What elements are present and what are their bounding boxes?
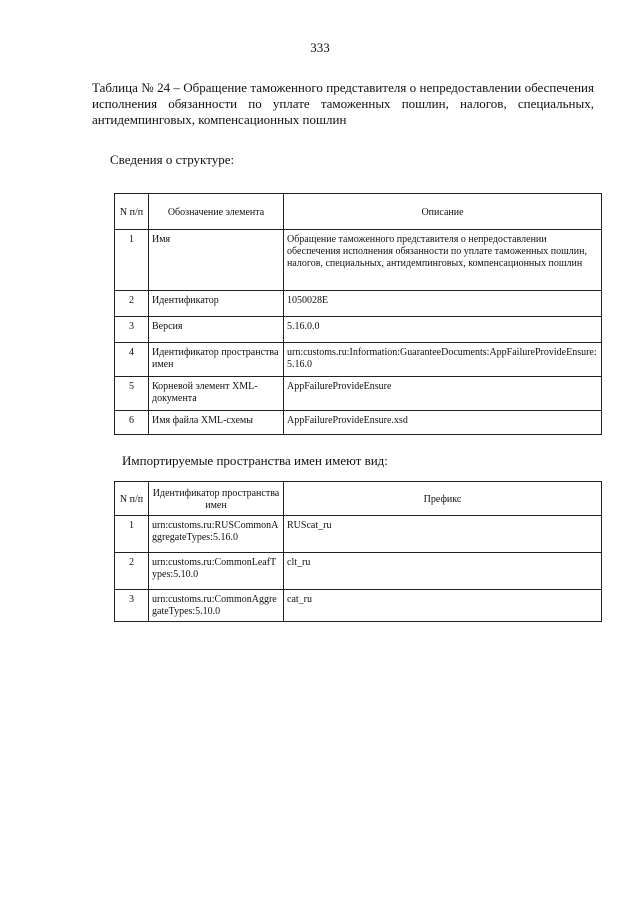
element-description: 1050028E xyxy=(284,291,602,317)
header-description: Описание xyxy=(284,194,602,230)
table-row xyxy=(115,516,602,553)
row-number: 1 xyxy=(115,516,149,553)
row-number: 1 xyxy=(115,230,149,291)
table-row xyxy=(115,377,602,411)
row-number: 4 xyxy=(115,343,149,377)
table-row xyxy=(115,590,602,622)
element-name: Версия xyxy=(149,317,284,343)
element-name: Идентификатор пространства имен xyxy=(149,343,284,377)
row-number: 5 xyxy=(115,377,149,411)
element-description: AppFailureProvideEnsure.xsd xyxy=(284,411,602,435)
namespace-id: urn:customs.ru:CommonAggregateTypes:5.10.0 xyxy=(149,590,284,622)
table-row xyxy=(115,291,602,317)
header-prefix: Префикс xyxy=(284,482,602,516)
structure-table xyxy=(114,193,602,435)
namespaces-table xyxy=(114,481,602,622)
element-name: Имя xyxy=(149,230,284,291)
table-row xyxy=(115,553,602,590)
namespace-id: urn:customs.ru:RUSCommonAggregateTypes:5.16.0 xyxy=(149,516,284,553)
row-number: 3 xyxy=(115,590,149,622)
row-number: 2 xyxy=(115,553,149,590)
element-description: urn:customs.ru:Information:GuaranteeDocuments:AppFailureProvideEnsure:5.16.0 xyxy=(284,343,602,377)
namespace-id: urn:customs.ru:CommonLeafTypes:5.10.0 xyxy=(149,553,284,590)
table-row xyxy=(115,230,602,291)
table-header-row xyxy=(115,194,602,230)
table-row xyxy=(115,343,602,377)
element-description: 5.16.0.0 xyxy=(284,317,602,343)
header-number: N п/п xyxy=(115,482,149,516)
namespace-prefix: clt_ru xyxy=(284,553,602,590)
namespace-prefix: cat_ru xyxy=(284,590,602,622)
element-description: AppFailureProvideEnsure xyxy=(284,377,602,411)
document-title: Таблица № 24 – Обращение таможенного представителя о непредоставлении обеспечения исполнения обязанности по уплате таможенных пошлин, налогов, специальных, антидемпинговых, компенсационных пошлин xyxy=(92,80,594,127)
table-row xyxy=(115,317,602,343)
element-name: Корневой элемент XML-документа xyxy=(149,377,284,411)
row-number: 2 xyxy=(115,291,149,317)
table-row xyxy=(115,411,602,435)
header-namespace: Идентификатор пространства имен xyxy=(149,482,284,516)
row-number: 6 xyxy=(115,411,149,435)
page-number: 333 xyxy=(310,40,330,55)
namespace-prefix: RUScat_ru xyxy=(284,516,602,553)
element-description: Обращение таможенного представителя о непредоставлении обеспечения исполнения обязанности по уплате таможенных пошлин, налогов, специальных, антидемпинговых, компенсационных пошлин xyxy=(284,230,602,291)
header-number: N п/п xyxy=(115,194,149,230)
header-element: Обозначение элемента xyxy=(149,194,284,230)
structure-heading: Сведения о структуре: xyxy=(110,152,235,167)
table-header-row xyxy=(115,482,602,516)
element-name: Идентификатор xyxy=(149,291,284,317)
row-number: 3 xyxy=(115,317,149,343)
element-name: Имя файла XML-схемы xyxy=(149,411,284,435)
namespaces-heading: Импортируемые пространства имен имеют вид: xyxy=(122,453,388,468)
